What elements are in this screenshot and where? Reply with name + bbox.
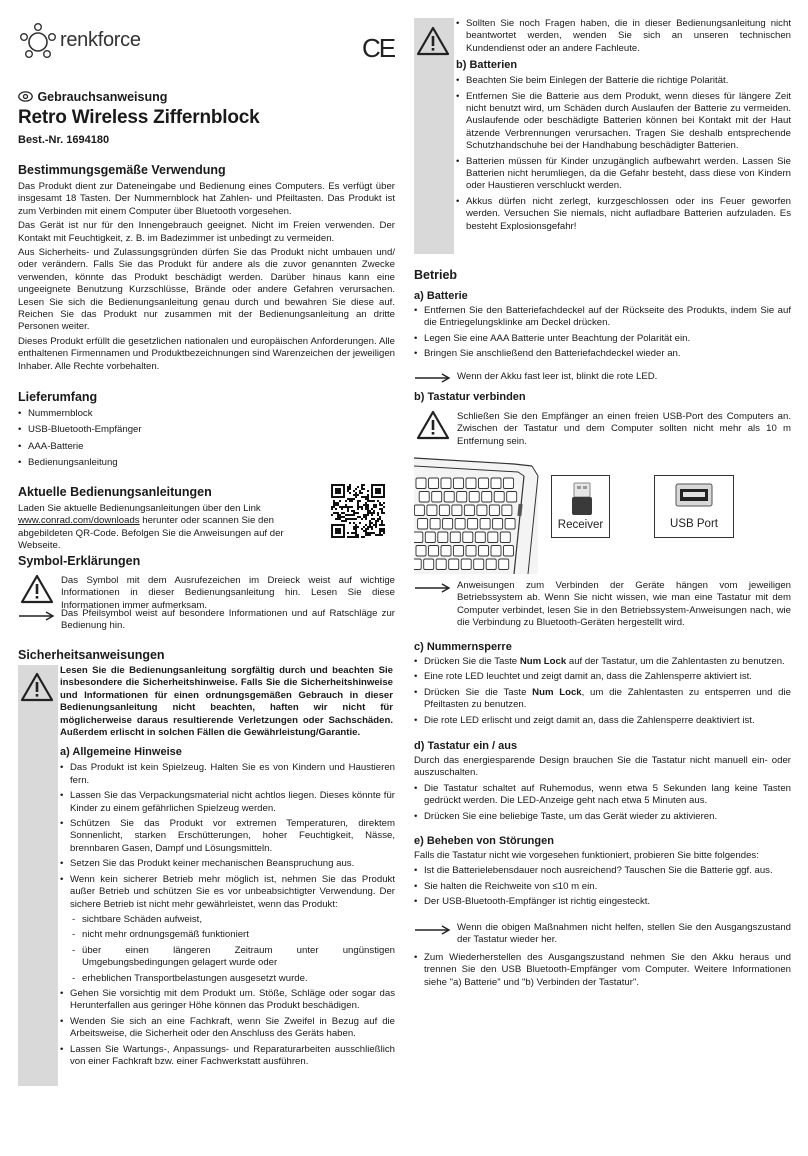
manuals-text xyxy=(18,503,326,553)
safety-sidebar-continued xyxy=(414,18,791,254)
batteries-list xyxy=(456,75,791,233)
usb-receiver-icon xyxy=(571,482,593,516)
arrow-icon xyxy=(415,925,451,935)
warning-triangle-icon xyxy=(20,672,54,702)
list-item: • Wenden Sie sich an eine Fachkraft, wenn Sie Zweifel in Bezug auf die Arbeitsweise, die Sicherheit oder den Anschluss des Geräts haben. xyxy=(60,1016,395,1041)
usb-port-box xyxy=(654,475,734,538)
arrow-icon xyxy=(415,373,451,383)
safety-section xyxy=(18,648,395,663)
warning-triangle-icon xyxy=(416,410,450,440)
list-item xyxy=(414,656,791,668)
usb-port-icon xyxy=(675,483,713,507)
safety-heading: Sicherheitsanweisungen xyxy=(18,648,165,662)
operation-heading: Betrieb xyxy=(414,268,458,282)
brand-name: renkforce xyxy=(60,29,141,51)
list-item xyxy=(60,874,395,985)
list-item: • Schützen Sie das Produkt vor extremen Temperaturen, direktem Sonnenlicht, starken Erschütterungen, hoher Feuchtigkeit, Nässe, brennbaren Gasen, Dampf und Lösungsmitteln. xyxy=(60,818,395,855)
numlock-text: Die rote LED erlischt und zeigt damit an, dass die Zahlensperre deaktiviert ist. xyxy=(424,714,755,726)
list-item: • Ist die Batterielebensdauer noch ausreichend? Tauschen Sie die Batterie ggf. aus. xyxy=(414,865,791,877)
list-item: • Nummernblock xyxy=(18,408,395,420)
doc-type: Gebrauchsanweisung xyxy=(37,90,168,104)
general-heading: a) Allgemeine Hinweise xyxy=(60,746,182,759)
batteries-heading: b) Batterien xyxy=(456,59,518,72)
list-item: - sichtbare Schäden aufweist, xyxy=(70,914,395,926)
list-item: • Der USB-Bluetooth-Empfänger ist richtig eingesteckt. xyxy=(414,896,791,908)
numlock-list xyxy=(414,656,791,727)
list-item xyxy=(414,671,791,683)
list-item: • Bedienungsanleitung xyxy=(18,457,395,469)
list-item: • Bringen Sie anschließend den Batteriefachdeckel wieder an. xyxy=(414,348,791,360)
list-item: • Batterien müssen für Kinder unzugänglich aufbewahrt werden. Lassen Sie Batterien nicht herumliegen, da die Gefahr besteht, dass diese von Kindern oder Haustieren verschluckt werden. xyxy=(456,156,791,193)
warning-symbol-text: Das Symbol mit dem Ausrufezeichen im Dreieck weist auf wichtige Informationen in dieser Bedienungsanleitung hin. Lesen Sie diese Informationen immer aufmerksam. xyxy=(61,575,395,611)
intended-use-p2: Das Gerät ist nur für den Innengebrauch geeignet. Nicht im Freien verwenden. Der Kontakt mit Feuchtigkeit, z. B. im Badezimmer ist unbedingt zu vermeiden. xyxy=(18,220,395,244)
reset-list xyxy=(414,952,791,992)
connect-heading: b) Tastatur verbinden xyxy=(414,391,526,403)
safety-sidebar xyxy=(18,665,395,1086)
list-item: • Lassen Sie Wartungs-, Anpassungs- und Reparaturarbeiten ausschließlich von einer Fachkraft bzw. einer Fachwerkstatt ausführen. xyxy=(60,1044,395,1069)
list-item xyxy=(414,715,791,727)
symbols-heading: Symbol-Erklärungen xyxy=(18,554,141,568)
page-title: Retro Wireless Ziffernblock xyxy=(18,107,260,128)
usb-port-label: USB Port xyxy=(670,518,718,530)
connection-figure xyxy=(414,456,791,574)
list-item: • Setzen Sie das Produkt keiner mechanischen Beanspruchung aus. xyxy=(60,858,395,870)
arrow-symbol-text: Das Pfeilsymbol weist auf besondere Informationen und auf Ratschläge zur Bedienung hin. xyxy=(61,608,395,632)
list-item: • Zum Wiederherstellen des Ausgangszustand nehmen Sie den Akku heraus und trennen Sie den USB Bluetooth-Empfänger vom Computer. Weitere Informationen siehe "a) Batterie" und "b) Verbinden der Tastatur". xyxy=(414,952,791,989)
list-item: • Drücken Sie eine beliebige Taste, um das Gerät wieder zu aktivieren. xyxy=(414,811,791,823)
list-item: • Das Produkt ist kein Spielzeug. Halten Sie es von Kindern und Haustieren fern. xyxy=(60,762,395,787)
numlock-heading: c) Nummernsperre xyxy=(414,641,512,653)
list-item: • Gehen Sie vorsichtig mit dem Produkt um. Stöße, Schläge oder sogar das Herunterfallen aus geringer Höhe können das Produkt beschädigen. xyxy=(60,988,395,1013)
scope-section xyxy=(18,390,395,474)
connect-note: Anweisungen zum Verbinden der Geräte hängen vom jeweiligen Betriebssystem ab. Wenn Sie nicht wissen, wie man eine Tastatur mit dem Computer verbindet, lesen Sie in den Betriebssystem-Anweisungen nach, wie die Verbindung zu Bluetooth-Geräten hergestellt wird. xyxy=(457,580,791,629)
receiver-box xyxy=(551,475,610,538)
list-item: • Die Tastatur schaltet auf Ruhemodus, wenn etwa 5 Sekunden lang keine Tasten gedrückt werden. Die LED-Anzeige geht nach etwa 5 Minuten aus. xyxy=(414,783,791,808)
connect-text: Schließen Sie den Empfänger an einen freien USB-Port des Computers an. Zwischen der Tastatur und dem Computer sollten nicht mehr als 10 m Entfernung sein. xyxy=(457,411,791,447)
power-heading: d) Tastatur ein / aus xyxy=(414,740,518,752)
renkforce-logo-icon xyxy=(18,22,58,62)
general-list xyxy=(60,762,395,1068)
scope-list xyxy=(18,408,395,470)
num-lock-key-label: Num Lock xyxy=(519,656,567,667)
list-item: • Sie halten die Reichweite von ≤10 m ein. xyxy=(414,881,791,893)
safety-content-continued xyxy=(454,18,791,254)
safety-content xyxy=(58,665,395,1086)
num-lock-key-label: Num Lock xyxy=(532,686,582,698)
safety-intro: Lesen Sie die Bedienungsanleitung sorgfältig durch und beachten Sie insbesondere die Sicherheitshinweise. Falls Sie die Sicherheitshinweise und Informationen für einen ordnungsgemäßen Gebrauch in dieser Bedienungsanleitung nicht beachten, haften wir nicht für möglicherweise daraus resultierende Verletzungen oder Sachschäden. Außerdem erlischt in solchen Fällen die Gewährleistung/Garantie. xyxy=(60,665,393,739)
list-item: • Lassen Sie das Verpackungsmaterial nicht achtlos liegen. Dieses könnte für Kinder zu einem gefährlichen Spielzeug werden. xyxy=(60,790,395,815)
trouble-list xyxy=(414,865,791,908)
warning-triangle-icon xyxy=(20,574,54,604)
manuals-heading: Aktuelle Bedienungsanleitungen xyxy=(18,485,212,499)
trouble-section xyxy=(414,834,791,912)
list-item: - über einen längeren Zeitraum unter ungünstigen Umgebungsbedingungen gelagert wurde oder xyxy=(70,945,395,970)
list-item: • AAA-Batterie xyxy=(18,441,395,453)
list-item: • Beachten Sie beim Einlegen der Batterie die richtige Polarität. xyxy=(456,75,791,87)
numlock-text: , um die Zahlentasten zu entsperren und die Pfeiltasten zu benutzen. xyxy=(424,686,791,711)
eye-icon xyxy=(18,91,33,102)
battery-steps-list xyxy=(414,305,791,361)
list-item: - erheblichen Transportbelastungen ausgesetzt wurde. xyxy=(70,973,395,985)
list-item: • Entfernen Sie die Batterie aus dem Produkt, wenn dieses für längere Zeit nicht benutzt wird, um Schäden durch Auslaufen der Batterie zu vermeiden. Auslaufende oder beschädigte Batterien können bei Kontakt mit der Haut ätzende Verbrennungen verursachen. Tragen Sie deshalb entsprechende Schutzhandschuhe bei der Handhabung beschädigter Batterien. xyxy=(456,91,791,153)
operation-section xyxy=(414,268,791,364)
list-item: • Sollten Sie noch Fragen haben, die in dieser Bedienungsanleitung nicht beantwortet werden, wenden Sie sich an unseren technischen Kundendienst oder an andere Fachleute. xyxy=(456,18,791,55)
power-list xyxy=(414,783,791,823)
manuals-text-post: herunter oder scannen Sie den abgebildeten QR-Code. Befolgen Sie die Anweisungen auf der Webseite. xyxy=(18,515,284,552)
power-text: Durch das energiesparende Design brauchen Sie die Tastatur nicht manuell ein- oder auszuschalten. xyxy=(414,755,791,779)
warning-triangle-icon xyxy=(416,26,450,56)
ce-mark: CE xyxy=(362,33,395,63)
brand-logo xyxy=(18,22,218,62)
laptop-keyboard-icon xyxy=(414,456,539,574)
symbols-section xyxy=(18,554,395,632)
conditions-list xyxy=(70,914,395,985)
intended-use-p1: Das Produkt dient zur Dateneingabe und Bedienung eines Computers. Es verfügt über insgesamt 18 Tasten. Der Nummernblock hat Zahlen- und Pfeiltasten. Das Produkt ist zum Verbinden mit einem Computer über Bluetooth vorgesehen. xyxy=(18,181,395,217)
numlock-text: auf der Tastatur, um die Zahlentasten zu benutzen. xyxy=(566,656,785,667)
qr-code-icon[interactable] xyxy=(331,484,385,538)
numlock-text: Drücken Sie die Taste xyxy=(424,686,533,698)
list-item: • Entfernen Sie den Batteriefachdeckel auf der Rückseite des Produkts, indem Sie auf die Entriegelungsklinke am Deckel drücken. xyxy=(414,305,791,330)
intended-use-section xyxy=(18,163,395,373)
list-item: - nicht mehr ordnungsgemäß funktioniert xyxy=(70,929,395,941)
battery-note: Wenn der Akku fast leer ist, blinkt die rote LED. xyxy=(457,371,658,382)
intended-use-p4: Dieses Produkt erfüllt die gesetzlichen nationalen und europäischen Anforderungen. Alle enthaltenen Firmennamen und Produktbezeichnungen sind Warenzeichen der jeweiligen Inhaber. Alle Rechte vorbehalten. xyxy=(18,335,395,372)
arrow-icon xyxy=(415,583,451,593)
list-item xyxy=(414,687,791,712)
manuals-text-pre: Laden Sie aktuelle Bedienungsanleitungen über den Link xyxy=(18,503,261,514)
list-item: • Akkus dürfen nicht zerlegt, kurzgeschlossen oder ins Feuer geworfen werden. Versuchen Sie niemals, nicht aufladbare Batterien aufzuladen. Es besteht Explosionsgefahr! xyxy=(456,196,791,233)
power-section xyxy=(414,739,791,826)
numlock-text: Drücken Sie die Taste xyxy=(424,656,520,667)
unsafe-operation-text: Wenn kein sicherer Betrieb mehr möglich ist, nehmen Sie das Produkt außer Betrieb und schützen Sie es vor unbeabsichtigter Verwendung. Der sichere Betrieb ist nicht mehr gewährleistet, wenn das Produkt: xyxy=(70,873,395,910)
intended-use-heading: Bestimmungsgemäße Verwendung xyxy=(18,163,226,177)
receiver-label: Receiver xyxy=(557,519,604,531)
order-number: Best.-Nr. 1694180 xyxy=(18,134,110,146)
questions-list xyxy=(456,18,791,55)
manuals-section xyxy=(18,485,395,553)
battery-heading: a) Batterie xyxy=(414,290,468,302)
trouble-note: Wenn die obigen Maßnahmen nicht helfen, stellen Sie den Ausgangszustand der Tastatur wieder her. xyxy=(457,922,791,946)
list-item: • Legen Sie eine AAA Batterie unter Beachtung der Polarität ein. xyxy=(414,333,791,345)
numlock-section xyxy=(414,640,791,730)
conrad-downloads-link[interactable]: www.conrad.com/downloads xyxy=(18,515,140,527)
arrow-icon xyxy=(19,611,55,621)
doc-type-row xyxy=(18,88,395,106)
trouble-heading: e) Beheben von Störungen xyxy=(414,835,554,847)
list-item: • USB-Bluetooth-Empfänger xyxy=(18,424,395,436)
intended-use-p3: Aus Sicherheits- und Zulassungsgründen dürfen Sie das Produkt nicht umbauen und/ oder verändern. Falls Sie das Produkt für andere als die zuvor genannten Zwecke verwenden, könnte das Produkt beschädigt werden. Darüber hinaus kann eine ungeeignete Benutzung Kurzschlüsse, Brände oder andere Gefahren verursachen. Lesen Sie sich die Bedienungsanleitung genau durch und bewahren Sie diese auf. Reichen Sie das Produkt nur zusammen mit der Bedienungsanleitung an dritte Personen weiter. xyxy=(18,247,395,333)
scope-heading: Lieferumfang xyxy=(18,390,98,404)
trouble-text: Falls die Tastatur nicht wie vorgesehen funktioniert, probieren Sie bitte folgendes: xyxy=(414,850,759,861)
numlock-text: Eine rote LED leuchtet und zeigt damit an, dass die Zahlensperre aktiviert ist. xyxy=(424,671,752,683)
